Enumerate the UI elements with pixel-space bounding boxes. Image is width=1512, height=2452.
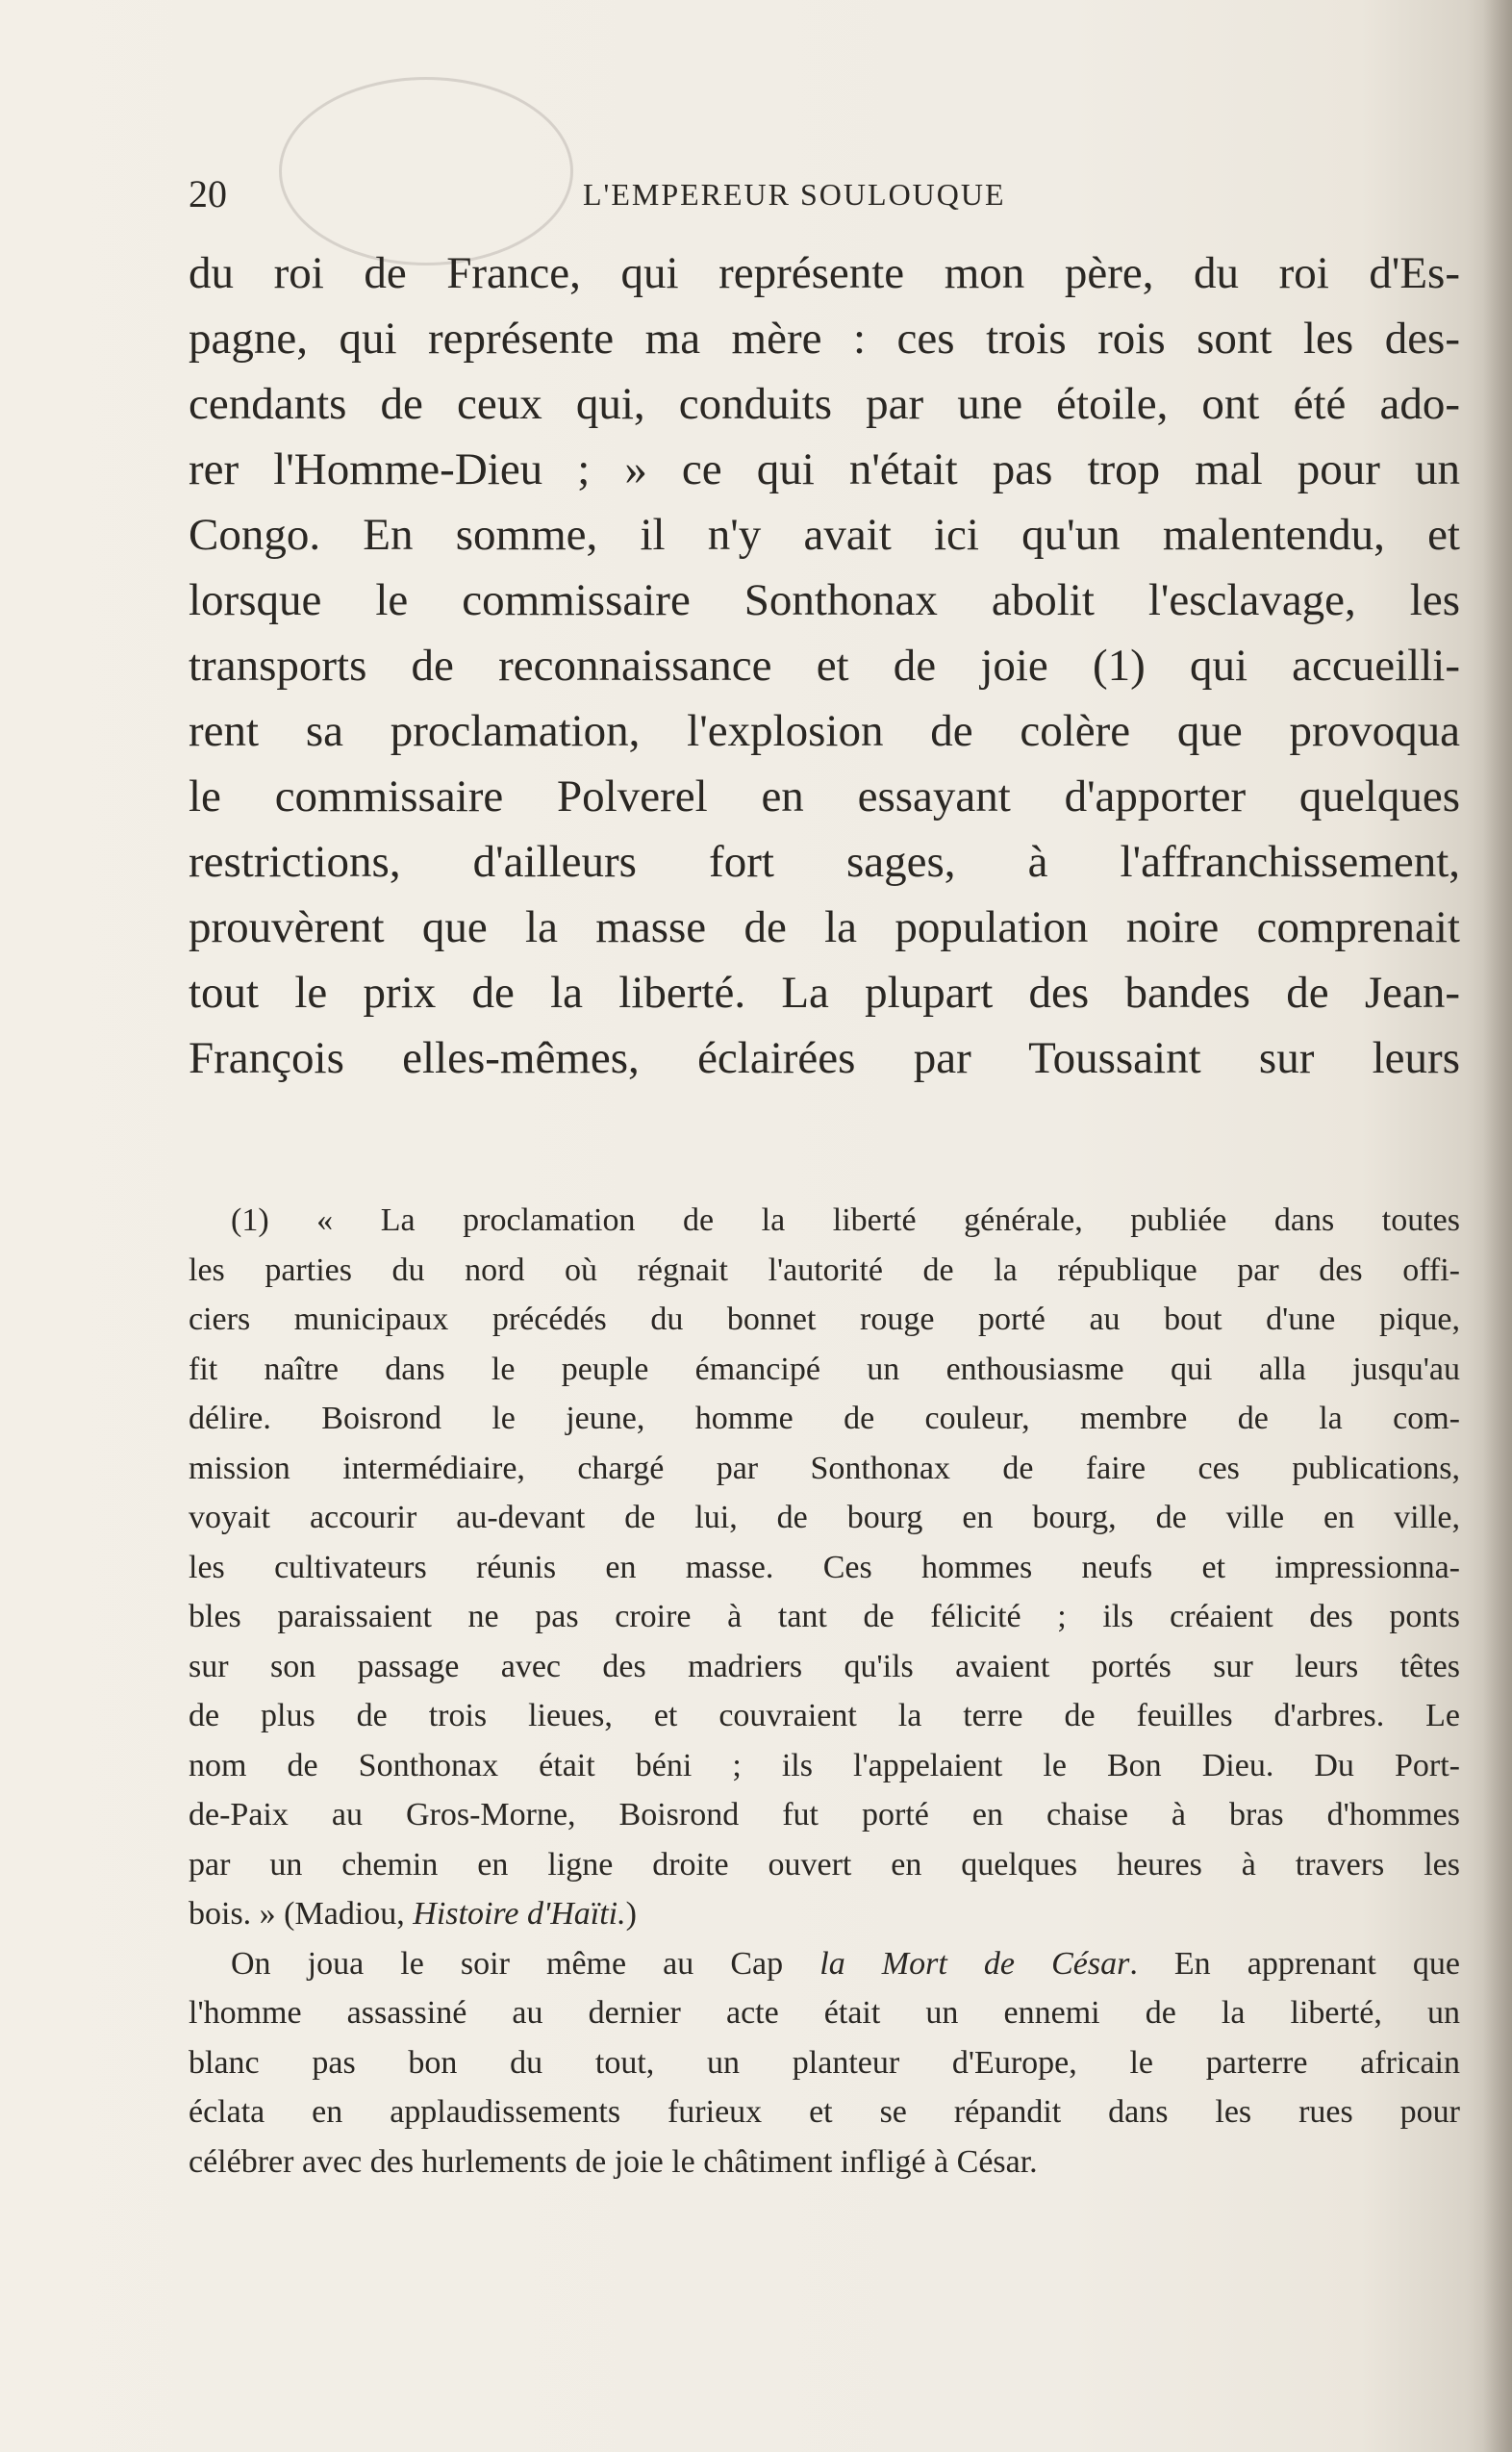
footnote bbox=[189, 1196, 1460, 2187]
body-line: prouvèrent que la masse de la population noire comprenait bbox=[189, 902, 1460, 952]
footnote-para2-line: blanc pas bon du tout, un planteur d'Europe, le parterre africain bbox=[189, 2044, 1460, 2081]
body-line: pagne, qui représente ma mère : ces trois rois sont les des- bbox=[189, 314, 1460, 364]
body-line: rer l'Homme-Dieu ; » ce qui n'était pas trop mal pour un bbox=[189, 444, 1460, 494]
body-line: transports de reconnaissance et de joie (1) qui accueilli- bbox=[189, 641, 1460, 691]
running-head: L'EMPEREUR SOULOUQUE bbox=[583, 177, 1006, 212]
footnote-line: bles paraissaient ne pas croire à tant de félicité ; ils créaient des ponts bbox=[189, 1599, 1460, 1634]
footnote-closing-suffix: ) bbox=[625, 1896, 637, 1932]
footnote-para2-line: célébrer avec des hurlements de joie le châtiment infligé à César. bbox=[189, 2143, 1038, 2180]
footnote-line: fit naître dans le peuple émancipé un enthousiasme qui alla jusqu'au bbox=[189, 1351, 1460, 1387]
footnote-para2-line: l'homme assassiné au dernier acte était un ennemi de la liberté, un bbox=[189, 1995, 1460, 2031]
footnote-line: voyait accourir au-devant de lui, de bourg en bourg, de ville en ville, bbox=[189, 1500, 1460, 1535]
citation-title: Histoire d'Haïti. bbox=[413, 1896, 626, 1932]
footnote-line: par un chemin en ligne droite ouvert en quelques heures à travers les bbox=[189, 1846, 1460, 1883]
body-line: rent sa proclamation, l'explosion de colère que provoqua bbox=[189, 706, 1460, 756]
footnote-para2-line bbox=[189, 1939, 1460, 1989]
footnote-line: sur son passage avec des madriers qu'ils avaient portés sur leurs têtes bbox=[189, 1648, 1460, 1684]
body-line: tout le prix de la liberté. La plupart des bandes de Jean- bbox=[189, 968, 1460, 1018]
para2-prefix: On joua le soir même au Cap bbox=[231, 1945, 820, 1982]
body-line: François elles-mêmes, éclairées par Toussaint sur leurs bbox=[189, 1033, 1460, 1083]
footnote-line: mission intermédiaire, chargé par Sonthonax de faire ces publications, bbox=[189, 1450, 1460, 1486]
body-line: du roi de France, qui représente mon père, du roi d'Es- bbox=[189, 248, 1460, 298]
body-line: cendants de ceux qui, conduits par une étoile, ont été ado- bbox=[189, 379, 1460, 429]
footnote-closing-prefix: bois. » (Madiou, bbox=[189, 1896, 414, 1932]
footnote-line: de-Paix au Gros-Morne, Boisrond fut porté en chaise à bras d'hommes bbox=[189, 1797, 1460, 1833]
body-line: Congo. En somme, il n'y avait ici qu'un malentendu, et bbox=[189, 510, 1460, 560]
body-text bbox=[189, 240, 1460, 1091]
footnote-line: délire. Boisrond le jeune, homme de couleur, membre de la com- bbox=[189, 1401, 1460, 1436]
footnote-line: les parties du nord où régnait l'autorité de la république par des offi- bbox=[189, 1251, 1460, 1288]
page-header bbox=[189, 171, 1073, 229]
footnote-line: nom de Sonthonax était béni ; ils l'appelaient le Bon Dieu. Du Port- bbox=[189, 1747, 1460, 1783]
body-line: le commissaire Polverel en essayant d'apporter quelques bbox=[189, 771, 1460, 822]
play-title: la Mort de César bbox=[819, 1945, 1130, 1982]
footnote-closing-line bbox=[189, 1889, 1460, 1939]
para2-suffix: . En apprenant que bbox=[1129, 1945, 1461, 1982]
body-line: lorsque le commissaire Sonthonax abolit l'esclavage, les bbox=[189, 575, 1460, 625]
footnote-line: ciers municipaux précédés du bonnet rouge porté au bout d'une pique, bbox=[189, 1302, 1460, 1337]
body-line: restrictions, d'ailleurs fort sages, à l'affranchissement, bbox=[189, 837, 1460, 887]
footnote-line: (1) « La proclamation de la liberté générale, publiée dans toutes bbox=[231, 1202, 1460, 1238]
footnote-line: de plus de trois lieues, et couvraient la terre de feuilles d'arbres. Le bbox=[189, 1698, 1460, 1733]
footnote-para2-line: éclata en applaudissements furieux et se répandit dans les rues pour bbox=[189, 2094, 1460, 2130]
footnote-line: les cultivateurs réunis en masse. Ces hommes neufs et impressionna- bbox=[189, 1549, 1460, 1585]
page-number: 20 bbox=[189, 172, 227, 215]
